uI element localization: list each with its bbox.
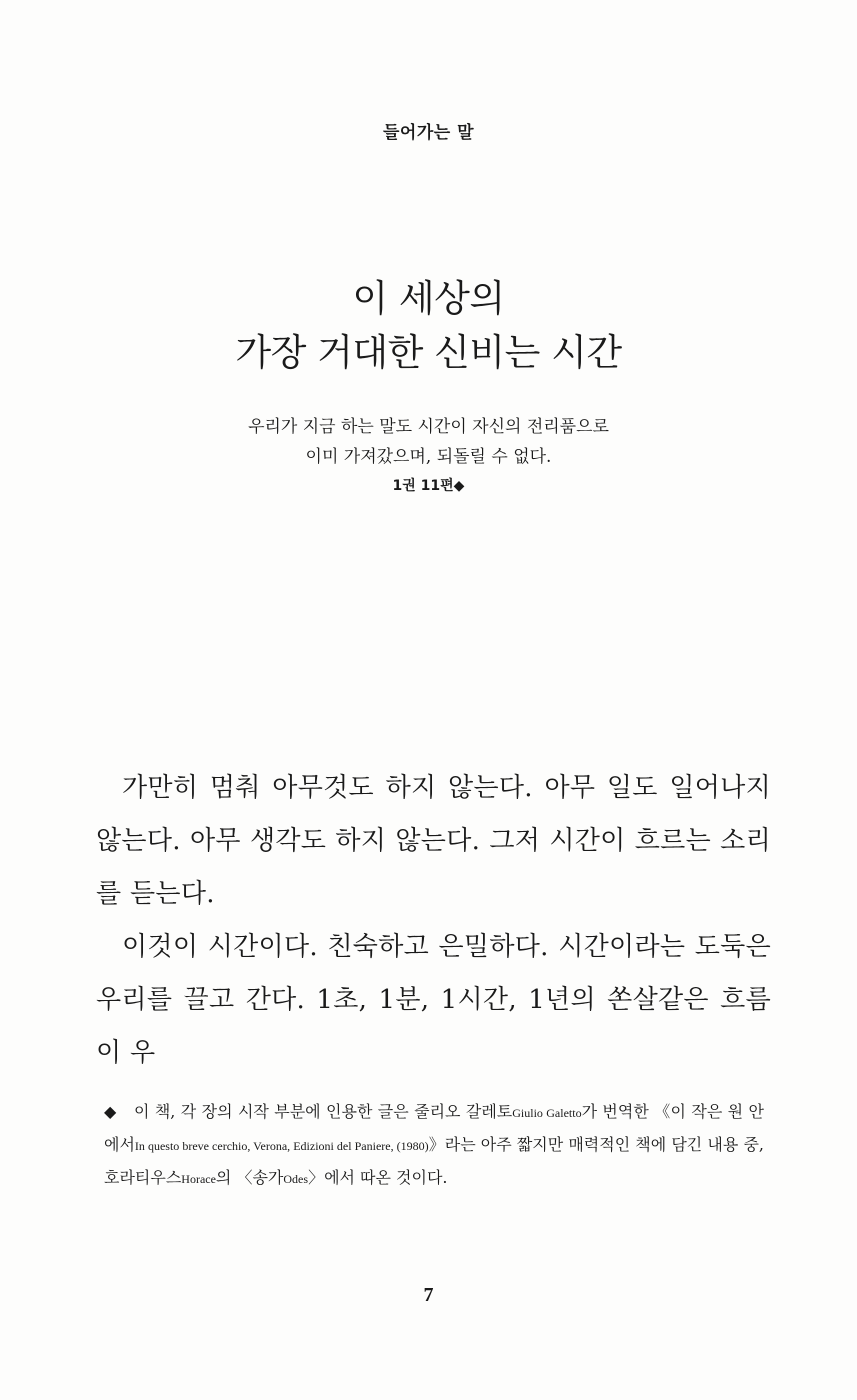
chapter-title-line-2: 가장 거대한 신비는 시간 (235, 331, 622, 374)
epigraph-line-1: 우리가 지금 하는 말도 시간이 자신의 전리품으로 (248, 417, 609, 437)
epigraph-source: 1권 11편◆ (392, 478, 465, 494)
footnote-latin-author: Horace (181, 1172, 216, 1186)
chapter-title (0, 272, 857, 380)
running-head: 들어가는 말 (382, 123, 475, 143)
footnote-text-a: 이 책, 각 장의 시작 부분에 인용한 글은 줄리오 갈레토 (134, 1102, 513, 1121)
footnote-latin-title: In questo breve cerchio, Verona, Edizioni del Paniere, (1980) (134, 1139, 429, 1153)
footnote (104, 1096, 764, 1195)
footnote-text-b: 가 번역한 《이 작은 원 안에서 (104, 1102, 764, 1154)
footnote-latin-work: Odes (283, 1172, 309, 1186)
footnote-text-c: 》라는 아주 짧지만 매력적인 책에 담긴 내용 중, 호라티우스 (104, 1135, 764, 1187)
body-paragraph-2: 이것이 시간이다. 친숙하고 은밀하다. 시간이라는 도둑은 우리를 끌고 간다. 1초, 1분, 1시간, 1년의 쏜살같은 흐름이 우 (96, 932, 771, 1068)
footnote-text-d: 의 〈송가 (215, 1168, 284, 1187)
body-text (96, 762, 771, 1080)
chapter-title-line-1: 이 세상의 (352, 277, 505, 320)
epigraph-line-2: 이미 가져갔으며, 되돌릴 수 없다. (305, 447, 552, 467)
footnote-latin-name: Giulio Galetto (512, 1106, 582, 1120)
body-paragraph-1: 가만히 멈춰 아무것도 하지 않는다. 아무 일도 일어나지 않는다. 아무 생각도 하지 않는다. 그저 시간이 흐르는 소리를 듣는다. (96, 773, 771, 909)
epigraph (0, 412, 857, 500)
page-number: 7 (423, 1284, 434, 1306)
footnote-marker: ◆ (104, 1102, 117, 1121)
footnote-text-e: 〉에서 따온 것이다. (308, 1168, 448, 1187)
